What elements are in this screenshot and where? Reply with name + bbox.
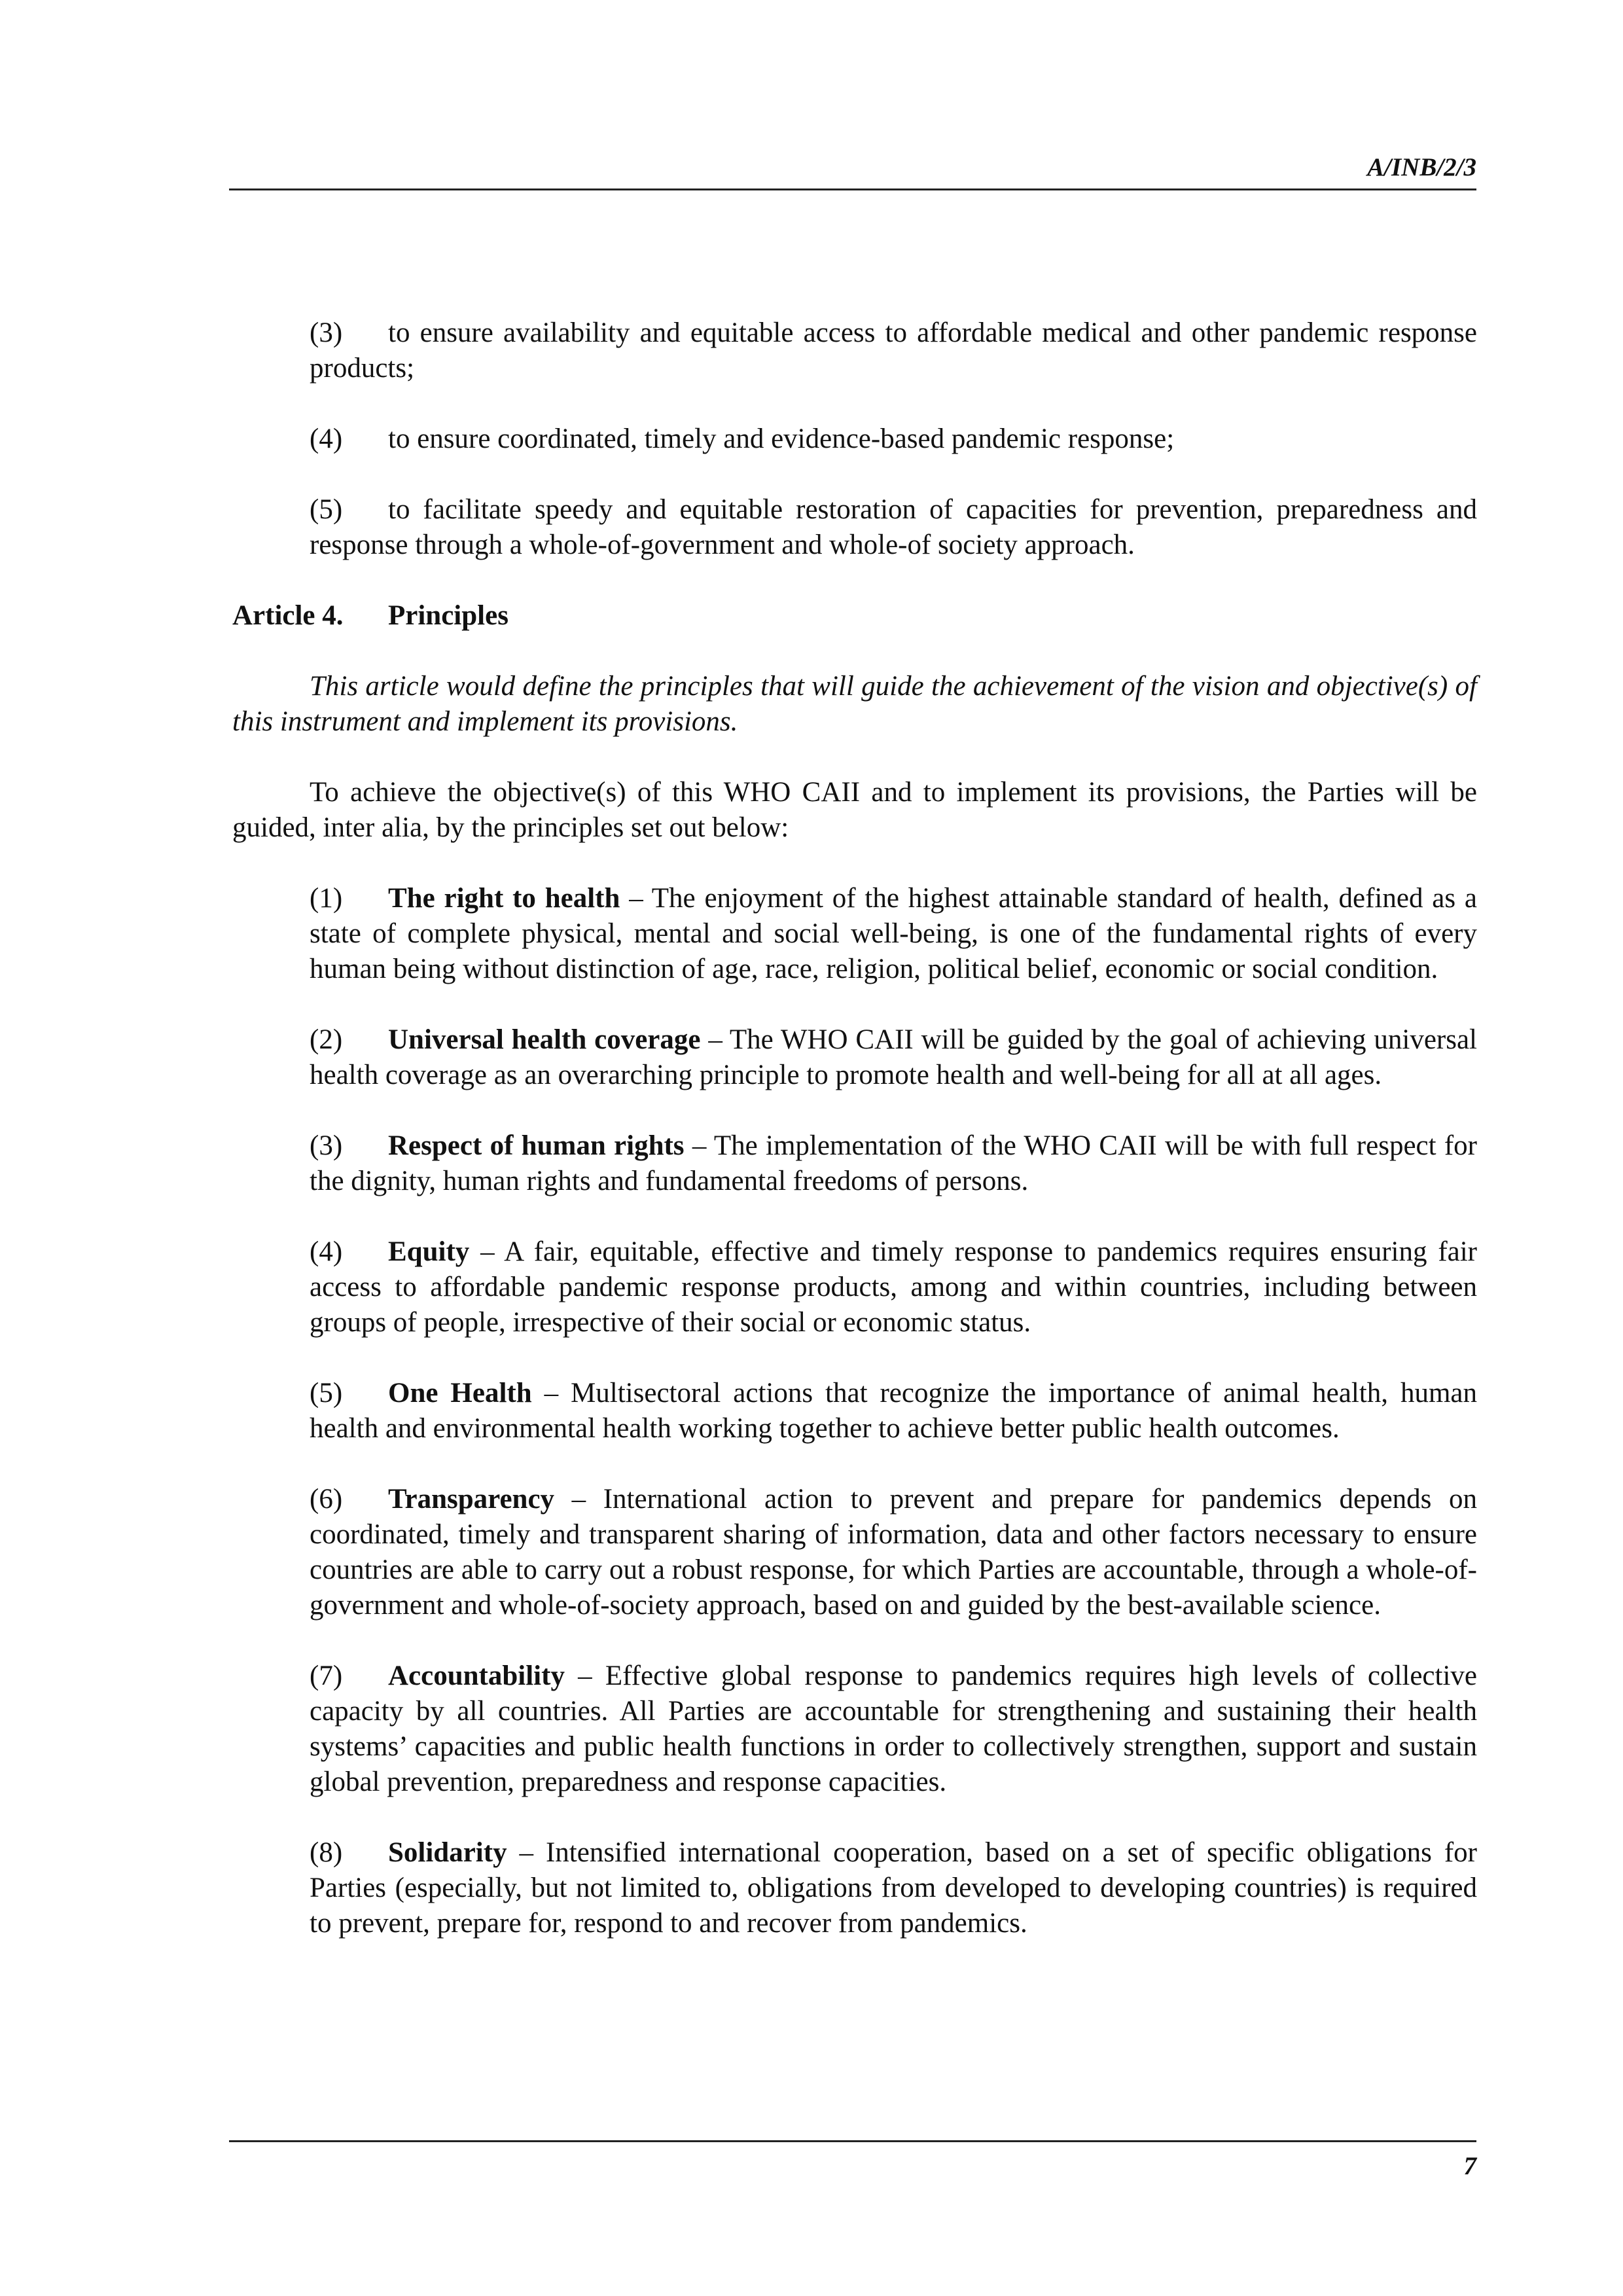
- principle-item-1: [310, 881, 1477, 987]
- principle-text: – The implementation of the WHO CAII will be with full respect for the dignity, human rights and fundamental freedoms of persons.: [310, 1130, 1477, 1196]
- item-number: (2): [310, 1024, 343, 1055]
- item-number: (4): [310, 423, 343, 454]
- item-number: (6): [310, 1484, 343, 1515]
- principle-text: – Multisectoral actions that recognize the importance of animal health, human health and environmental health working together to achieve better public health outcomes.: [310, 1378, 1477, 1444]
- principle-item-4: [310, 1234, 1477, 1340]
- principle-term: Accountability: [388, 1660, 565, 1691]
- document-body: [232, 315, 1477, 1977]
- principle-term: Respect of human rights: [388, 1130, 685, 1161]
- article-title: Principles: [388, 600, 508, 631]
- article-number: Article 4.: [232, 600, 344, 631]
- item-text: to facilitate speedy and equitable restoration of capacities for prevention, preparedness and response through a whole-of-government and whole-of society approach.: [310, 494, 1477, 560]
- principle-item-2: [310, 1022, 1477, 1093]
- objective-item-4: [310, 422, 1477, 457]
- article-explanatory-note: This article would define the principles that will guide the achievement of the vision and objective(s) of this instrument and implement its provisions.: [232, 671, 1477, 737]
- item-text: to ensure coordinated, timely and evidence-based pandemic response;: [388, 423, 1175, 454]
- item-text: to ensure availability and equitable access to affordable medical and other pandemic response products;: [310, 317, 1477, 384]
- principle-item-3: [310, 1128, 1477, 1199]
- principle-term: Transparency: [388, 1484, 555, 1515]
- principle-item-8: [310, 1835, 1477, 1941]
- item-number: (7): [310, 1660, 343, 1691]
- item-number: (3): [310, 317, 343, 348]
- principle-term: Universal health coverage: [388, 1024, 701, 1055]
- principle-term: Solidarity: [388, 1837, 507, 1868]
- principle-text: – The WHO CAII will be guided by the goal of achieving universal health coverage as an overarching principle to promote health and well-being for all at all ages.: [310, 1024, 1477, 1090]
- article-intro-paragraph: To achieve the objective(s) of this WHO CAII and to implement its provisions, the Parties will be guided, inter alia, by the principles set out below:: [232, 777, 1477, 843]
- item-number: (1): [310, 883, 343, 914]
- document-reference: A/INB/2/3: [1367, 153, 1476, 181]
- principle-text: – A fair, equitable, effective and timely response to pandemics requires ensuring fair access to affordable pandemic response products, among and within countries, including between groups of people, irrespective of their social or economic status.: [310, 1236, 1477, 1338]
- principle-item-6: [310, 1482, 1477, 1623]
- objective-item-5: [310, 492, 1477, 563]
- principle-text: – Effective global response to pandemics requires high levels of collective capacity by all countries. All Parties are accountable for strengthening and sustaining their health systems’ capacities and public health functions in order to collectively strengthen, support and sustain global prevention, preparedness and response capacities.: [310, 1660, 1477, 1797]
- principle-text: – International action to prevent and prepare for pandemics depends on coordinated, timely and transparent sharing of information, data and other factors necessary to ensure countries are able to carry out a robust response, for which Parties are accountable, through a whole-of-government and whole-of-society approach, based on and guided by the best-available science.: [310, 1484, 1477, 1621]
- article-heading: [232, 598, 1477, 634]
- header-rule: [229, 188, 1476, 190]
- item-number: (8): [310, 1837, 343, 1868]
- principle-text: – The enjoyment of the highest attainable standard of health, defined as a state of complete physical, mental and social well-being, is one of the fundamental rights of every human being without distinction of age, race, religion, political belief, economic or social condition.: [310, 883, 1477, 984]
- item-number: (3): [310, 1130, 343, 1161]
- principle-text: – Intensified international cooperation, based on a set of specific obligations for Parties (especially, but not limited to, obligations from developed to developing countries) is required to prevent, prepare for, respond to and recover from pandemics.: [310, 1837, 1477, 1939]
- principle-item-7: [310, 1659, 1477, 1800]
- item-number: (5): [310, 494, 343, 525]
- page-number: 7: [1463, 2152, 1476, 2180]
- principle-item-5: [310, 1376, 1477, 1446]
- item-number: (5): [310, 1378, 343, 1408]
- objective-item-3: [310, 315, 1477, 386]
- principle-term: The right to health: [388, 883, 620, 914]
- principle-term: One Health: [388, 1378, 532, 1408]
- footer-rule: [229, 2140, 1476, 2142]
- item-number: (4): [310, 1236, 343, 1267]
- principle-term: Equity: [388, 1236, 470, 1267]
